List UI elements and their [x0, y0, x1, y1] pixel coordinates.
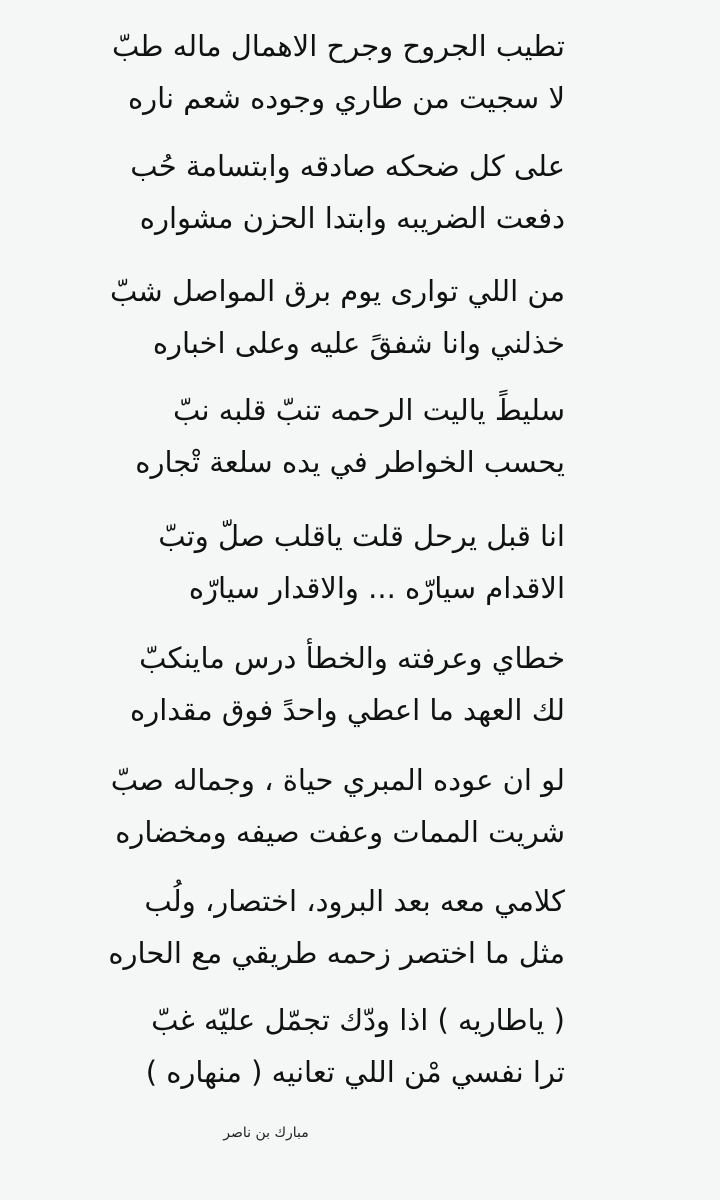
poem-line: لو ان عوده المبري حياة ، وجماله صبّ — [110, 763, 565, 797]
poem-line: شريت الممات وعفت صيفه ومخضاره — [115, 815, 565, 849]
poet-signature: مبارك بن ناصر — [223, 1125, 309, 1141]
poem-line: يحسب الخواطر في يده سلعة تْجاره — [135, 445, 565, 479]
poem-line: لا سجيت من طاري وجوده شعم ناره — [127, 81, 565, 115]
poem-line: دفعت الضريبه وابتدا الحزن مشواره — [139, 201, 565, 235]
poem-line: على كل ضحكه صادقه وابتسامة حُب — [130, 149, 565, 183]
poem-line: مثل ما اختصر زحمه طريقي مع الحاره — [108, 936, 565, 970]
poem-line: كلامي معه بعد البرود، اختصار، ولُب — [144, 884, 565, 918]
poem-line: خذلني وانا شفقً عليه وعلى اخباره — [152, 326, 565, 360]
poem-line: ( ياطاريه ) اذا ودّك تجمّل عليّه غبّ — [151, 1003, 565, 1037]
poem-line: الاقدام سيارّه ... والاقدار سيارّه — [188, 571, 565, 605]
poem-line: سليطً ياليت الرحمه تنبّ قلبه نبّ — [173, 393, 565, 427]
poem-line: من اللي توارى يوم برق المواصل شبّ — [109, 274, 565, 308]
poem-line: لك العهد ما اعطي واحدً فوق مقداره — [130, 693, 565, 727]
poem-line: انا قبل يرحل قلت ياقلب صلّ وتبّ — [158, 519, 565, 553]
poem-line: تطيب الجروح وجرح الاهمال ماله طبّ — [111, 29, 565, 63]
poem-line: خطاي وعرفته والخطأ درس ماينكبّ — [139, 641, 565, 675]
poem-line: ترا نفسي مْن اللي تعانيه ( منهاره ) — [145, 1055, 565, 1089]
